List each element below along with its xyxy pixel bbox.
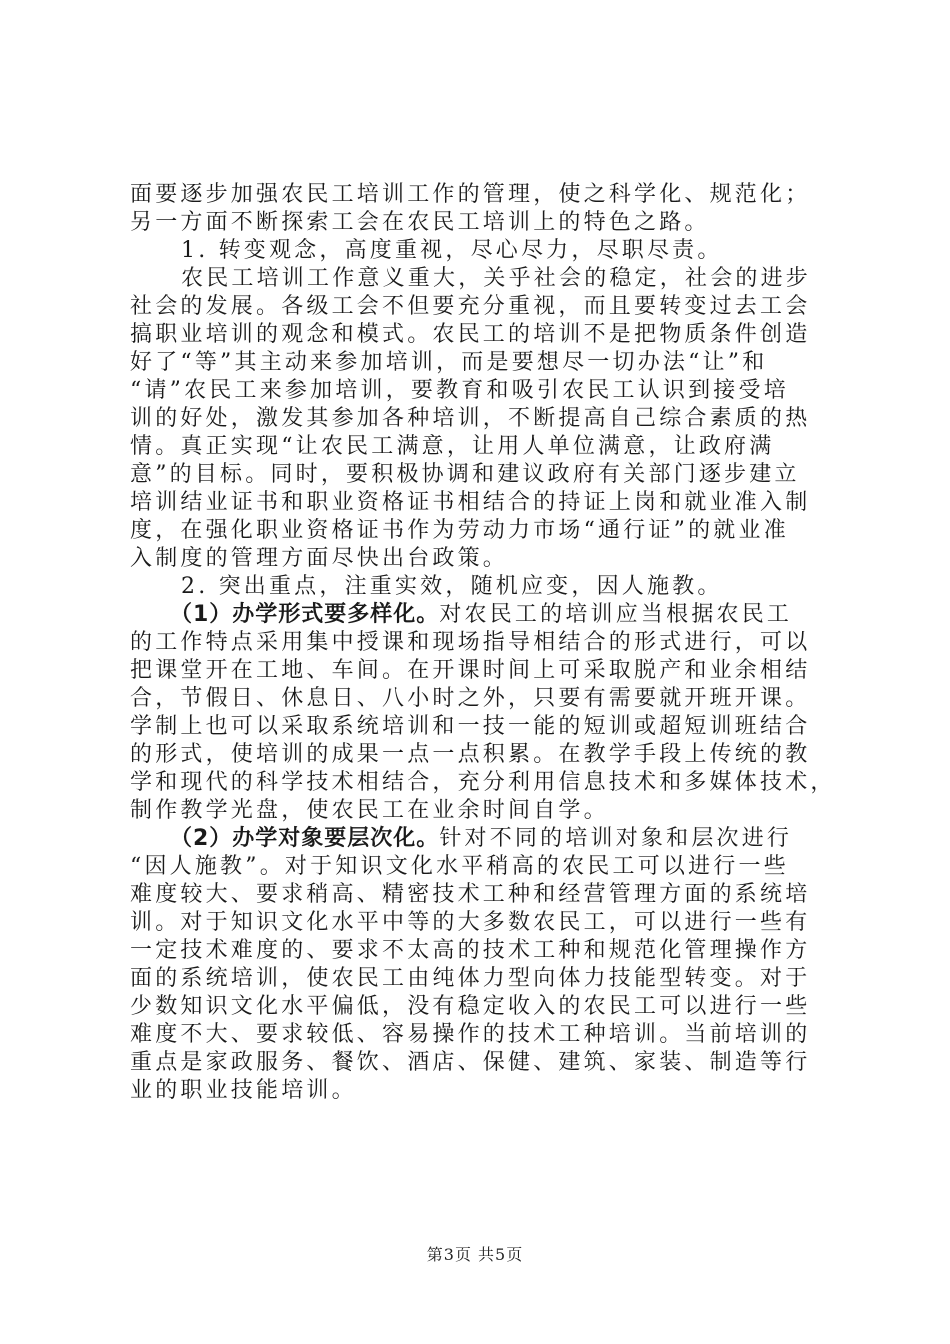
body-text-line: “因人施教”。对于知识文化水平稍高的农民工可以进行一些 (130, 854, 789, 879)
body-text-line: 业的职业技能培训。 (130, 1078, 357, 1103)
body-text-line: 面的系统培训，使农民工由纯体力型向体力技能型转变。对于 (130, 966, 811, 991)
body-text-line: 入制度的管理方面尽快出台政策。 (130, 546, 509, 571)
body-text-line: 把课堂开在工地、车间。在开课时间上可采取脱产和业余相结 (130, 658, 811, 683)
body-text-line: 训。对于知识文化水平中等的大多数农民工，可以进行一些有 (130, 910, 811, 935)
body-text-line: 训的好处，激发其参加各种培训，不断提高自己综合素质的热 (130, 406, 811, 431)
body-text-line: 培训结业证书和职业资格证书相结合的持证上岗和就业准入制 (130, 490, 811, 515)
body-text-line: 社会的发展。各级工会不但要充分重视，而且要转变过去工会 (130, 294, 811, 319)
body-text-line: 的形式，使培训的成果一点一点积累。在教学手段上传统的教 (130, 742, 811, 767)
subsection-1-text: 对农民工的培训应当根据农民工 (439, 602, 793, 627)
body-text-line: 学和现代的科学技术相结合，充分利用信息技术和多媒体技术， (130, 770, 836, 795)
body-text-line: 重点是家政服务、餐饮、酒店、保健、建筑、家装、制造等行 (130, 1050, 811, 1075)
numbered-heading-2: 2. 突出重点，注重实效，随机应变，因人施教。 (181, 574, 723, 599)
body-text-line: 难度不大、要求较低、容易操作的技术工种培训。当前培训的 (130, 1022, 811, 1047)
subsection-2-heading: （2）办学对象要层次化。 (170, 826, 440, 851)
subsection-2-first-line (130, 825, 830, 853)
body-text-line: 少数知识文化水平偏低，没有稳定收入的农民工可以进行一些 (130, 994, 811, 1019)
body-text-line: 合，节假日、休息日、八小时之外，只要有需要就开班开课。 (130, 686, 811, 711)
body-text-line: 搞职业培训的观念和模式。农民工的培训不是把物质条件创造 (130, 322, 811, 347)
body-text-line: 意”的目标。同时，要积极协调和建议政府有关部门逐步建立 (130, 462, 800, 487)
numbered-heading-1: 1. 转变观念，高度重视，尽心尽力，尽职尽责。 (181, 238, 723, 263)
document-page (130, 181, 836, 1105)
subsection-1-first-line (130, 601, 830, 629)
body-text-line: 难度较大、要求稍高、精密技术工种和经营管理方面的系统培 (130, 882, 811, 907)
body-text-line: 制作教学光盘，使农民工在业余时间自学。 (130, 798, 609, 823)
body-text-line: 学制上也可以采取系统培训和一技一能的短训或超短训班结合 (130, 714, 811, 739)
body-text-line: 好了“等”其主动来参加培训，而是要想尽一切办法“让”和 (130, 350, 768, 375)
body-text-line: 面要逐步加强农民工培训工作的管理，使之科学化、规范化； (130, 182, 811, 207)
subsection-2-text: 针对不同的培训对象和层次进行 (439, 826, 793, 851)
paragraph-start: 农民工培训工作意义重大，关乎社会的稳定，社会的进步 (181, 266, 812, 291)
page-indicator: 第3页 共5页 (426, 1245, 524, 1264)
body-text-line: 的工作特点采用集中授课和现场指导相结合的形式进行，可以 (130, 630, 811, 655)
body-text-line: 一定技术难度的、要求不太高的技术工种和规范化管理操作方 (130, 938, 811, 963)
body-text-line: 度，在强化职业资格证书作为劳动力市场“通行证”的就业准 (130, 518, 789, 543)
subsection-1-heading: （1）办学形式要多样化。 (170, 602, 440, 627)
body-text-line: “请”农民工来参加培训，要教育和吸引农民工认识到接受培 (130, 378, 789, 403)
page-footer (0, 1242, 950, 1265)
body-text-line: 另一方面不断探索工会在农民工培训上的特色之路。 (130, 210, 710, 235)
body-text-line: 情。真正实现“让农民工满意，让用人单位满意，让政府满 (130, 434, 775, 459)
